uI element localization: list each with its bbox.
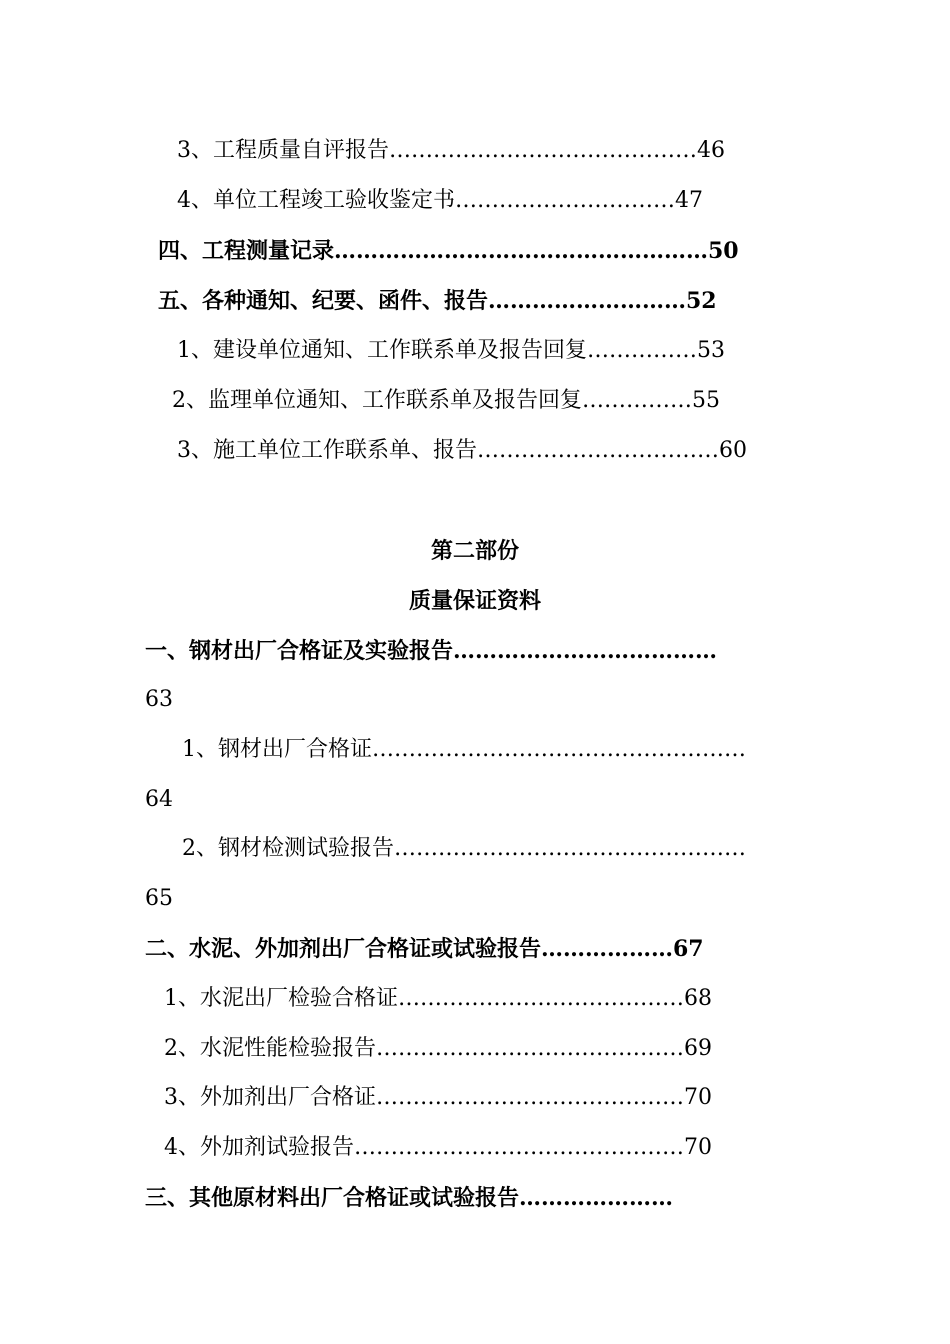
toc-page-number: 64 [145, 787, 173, 812]
toc-entry-cement-performance-report: 2、水泥性能检验报告……………………………………69 [164, 1036, 712, 1061]
toc-page-number: 65 [145, 886, 173, 911]
toc-section-steel-certificates: 一、钢材出厂合格证及实验报告……………………………… [145, 638, 718, 664]
toc-entry-steel-test-report: 2、钢材检测试验报告………………………………………… [182, 836, 746, 861]
toc-entry-completion-acceptance: 4、单位工程竣工验收鉴定书…………………………47 [177, 188, 703, 213]
toc-entry-contractor-notices: 3、施工单位工作联系单、报告……………………………60 [177, 438, 747, 463]
toc-section-survey-records: 四、工程测量记录……………………………………………50 [158, 238, 739, 264]
toc-entry-admixture-test-report: 4、外加剂试验报告………………………………………70 [164, 1135, 712, 1160]
part2-title: 质量保证资料 [408, 588, 541, 614]
toc-entry-steel-factory-certificate: 1、钢材出厂合格证…………………………………………… [182, 737, 746, 762]
toc-page-number: 63 [145, 687, 173, 712]
toc-entry-owner-notices: 1、建设单位通知、工作联系单及报告回复……………53 [177, 338, 725, 363]
toc-section-other-materials: 三、其他原材料出厂合格证或试验报告………………… [145, 1185, 674, 1211]
toc-entry-admixture-certificate: 3、外加剂出厂合格证……………………………………70 [164, 1085, 712, 1110]
part2-heading: 第二部份 [430, 538, 519, 564]
toc-entry-supervisor-notices: 2、监理单位通知、工作联系单及报告回复……………55 [172, 388, 720, 413]
toc-entry-quality-self-assessment: 3、工程质量自评报告……………………………………46 [177, 138, 725, 163]
toc-section-cement-admixture: 二、水泥、外加剂出厂合格证或试验报告………………67 [145, 936, 704, 962]
toc-entry-cement-certificate: 1、水泥出厂检验合格证…………………………………68 [164, 986, 712, 1011]
toc-section-notices-reports: 五、各种通知、纪要、函件、报告………………………52 [158, 288, 717, 314]
